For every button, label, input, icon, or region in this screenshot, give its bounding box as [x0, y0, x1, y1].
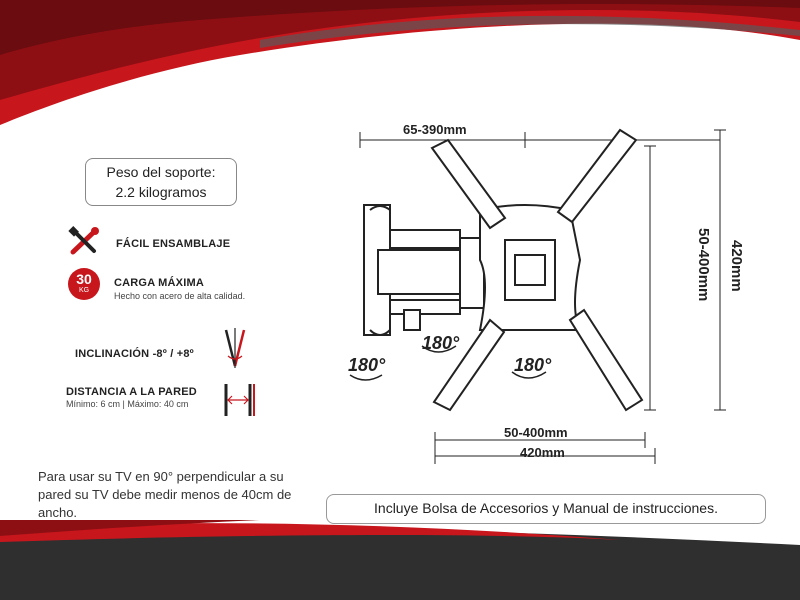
rotation-label-middle: 180° [422, 333, 460, 353]
weight-label: Peso del soporte: [106, 164, 216, 180]
rotation-label-left: 180° [348, 355, 386, 375]
bottom-decorative-swoosh [0, 520, 800, 600]
dim-vertical-total: 420mm [728, 240, 745, 292]
feature-load-title: CARGA MÁXIMA [114, 277, 204, 289]
feature-distance-title: DISTANCIA A LA PARED [66, 386, 197, 398]
feature-distance-subtitle: Mínimo: 6 cm | Máximo: 40 cm [66, 399, 189, 409]
feature-tilt-title: INCLINACIÓN -8º / +8º [75, 348, 194, 360]
tilt-icon [220, 326, 250, 370]
tools-icon [68, 226, 102, 256]
accessories-box: Incluye Bolsa de Accesorios y Manual de instrucciones. [326, 494, 766, 524]
weight-info-box [85, 158, 237, 206]
feature-assembly-title: FÁCIL ENSAMBLAJE [116, 238, 231, 250]
weight-badge-icon [68, 268, 100, 300]
perpendicular-note: Para usar su TV en 90° perpendicular a su pared su TV debe medir menos de 40cm de ancho. [38, 469, 292, 520]
weight-value: 2.2 kilogramos [115, 184, 207, 200]
dim-horizontal-range: 65-390mm [403, 122, 467, 137]
rotation-label-right: 180° [514, 355, 552, 375]
articulating-arm [378, 230, 484, 330]
dim-vertical-vesa: 50-400mm [695, 228, 712, 302]
wall-distance-icon [220, 380, 260, 420]
dim-horizontal-total: 420mm [520, 445, 565, 460]
dim-horizontal-vesa: 50-400mm [504, 425, 568, 440]
badge-value: 30 [76, 271, 92, 287]
feature-load-subtitle: Hecho con acero de alta calidad. [114, 291, 246, 301]
badge-unit: KG [78, 287, 90, 294]
